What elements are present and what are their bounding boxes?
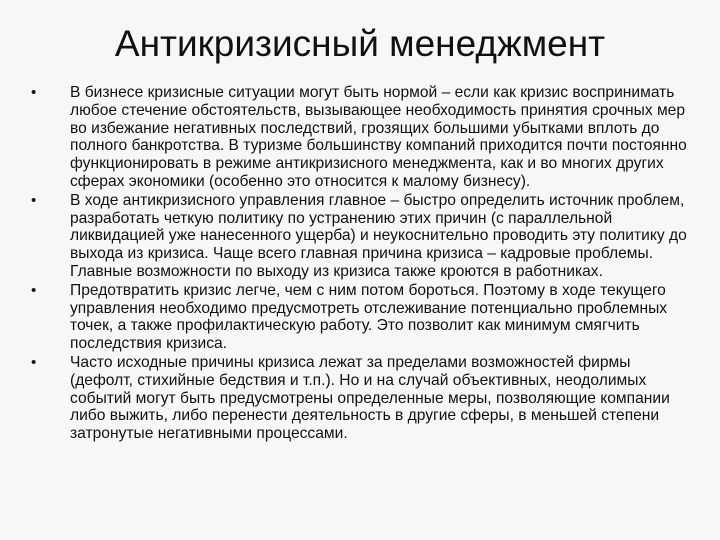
bullet-text: В бизнесе кризисные ситуации могут быть нормой – если как кризис воспринимать любое стечение обстоятельств, вызывающее необходимость принятия срочных мер во избежание негативных последствий, грозящих большими убытками вплоть до полного банкротства. В туризме большинству компаний приходится почти постоянно функционировать в режиме антикризисного менеджмента, как и во многих других сферах экономики (особенно это относится к малому бизнесу). (70, 84, 687, 190)
bullet-item (30, 84, 692, 191)
bullet-item (30, 192, 692, 281)
bullet-text: Предотвратить кризис легче, чем с ним потом бороться. Поэтому в ходе текущего управления необходимо предусмотреть отслеживание потенциально проблемных точек, а также профилактическую работу. Это позволит как минимум смягчить последствия кризиса. (70, 281, 668, 353)
bullet-dot-icon: • (31, 84, 37, 101)
bullet-item (30, 354, 692, 443)
bullet-text: Часто исходные причины кризиса лежат за пределами возможностей фирмы (дефолт, стихийные бедствия и т.п.). Но и на случай объективных, неодолимых событий могут быть предусмотрены определенные меры, позволяющие компании либо выжить, либо перенести деятельность в другие сферы, в меньшей степени затронутые негативными процессами. (70, 353, 670, 443)
bullet-item (30, 282, 692, 353)
bullet-dot-icon: • (31, 281, 37, 299)
bullet-text: В ходе антикризисного управления главное – быстро определить источник проблем, разработать четкую политику по устранению этих причин (с параллельной ликвидацией уже нанесенного ущерба) и неукоснительно проводить эту политику до выхода из кризиса. Чаще всего главная причина кризиса – кадровые проблемы. Главные возможности по выходу из кризиса также кроются в работниках. (70, 191, 687, 280)
slide-title: Антикризисный менеджмент (114, 23, 606, 64)
bullet-dot-icon: • (31, 353, 37, 371)
bullet-dot-icon: • (31, 191, 37, 209)
bullet-list (30, 84, 692, 443)
